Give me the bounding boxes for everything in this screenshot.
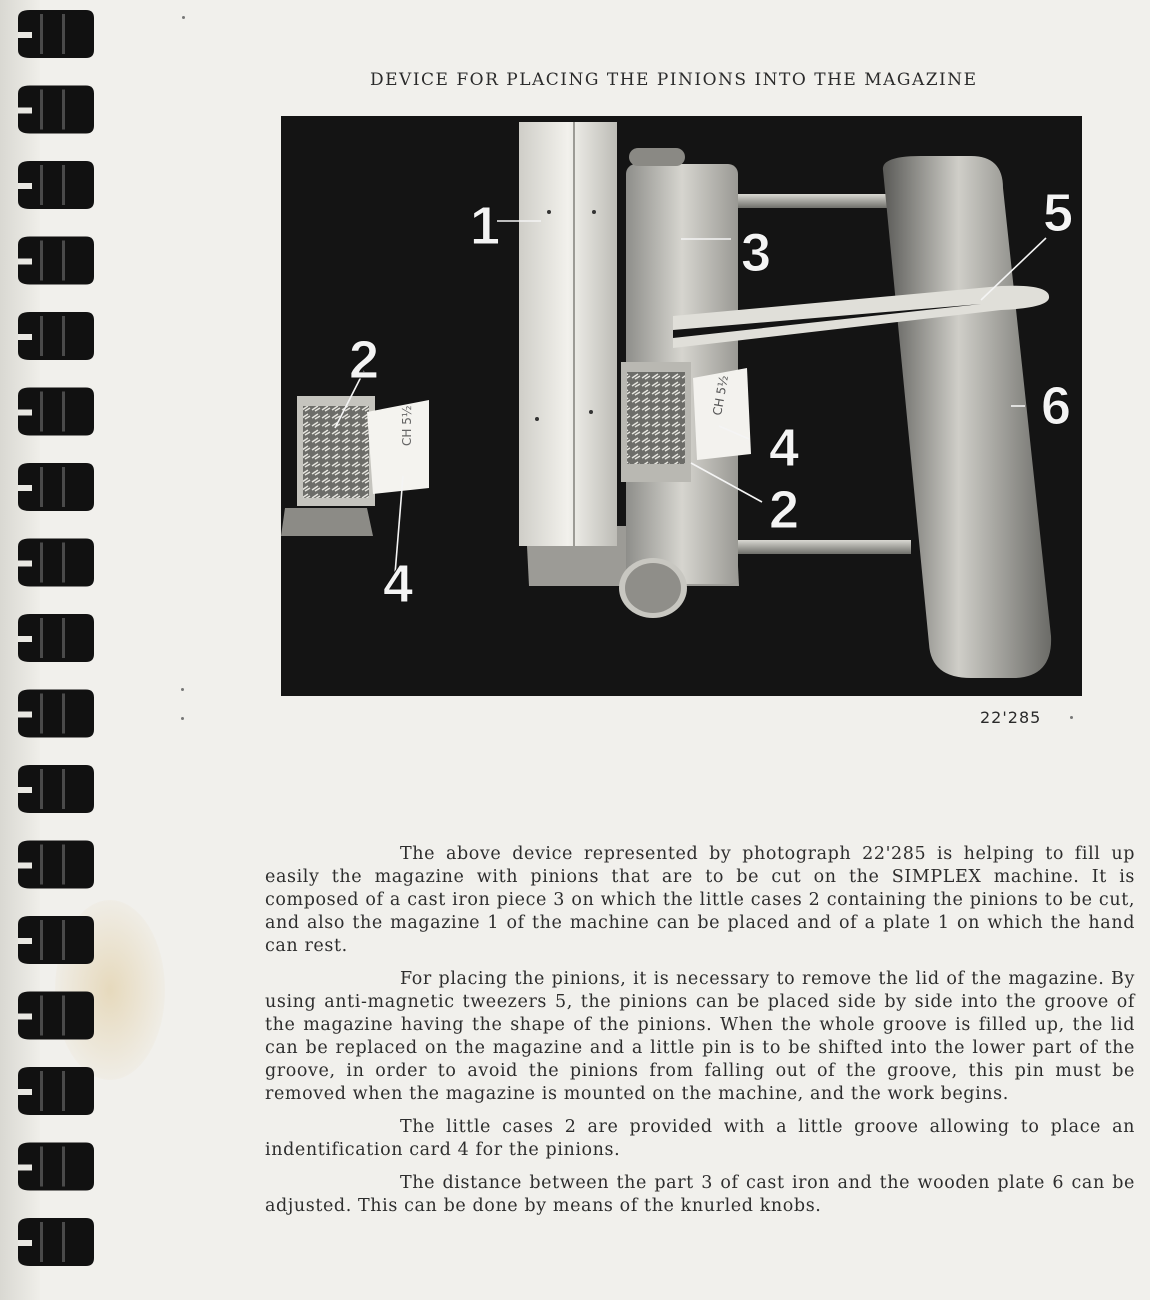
binding-ring xyxy=(18,841,94,889)
callout-6: 6 xyxy=(1041,376,1072,436)
binding-ring xyxy=(18,765,94,813)
dust-mark xyxy=(1070,716,1073,719)
body-text xyxy=(265,843,1135,1228)
callout-2-left: 2 xyxy=(349,330,380,390)
spiral-binding xyxy=(0,0,100,1300)
callout-4-center: 4 xyxy=(769,418,800,478)
binding-ring xyxy=(18,10,94,58)
photograph-number: 22'285 xyxy=(980,708,1042,727)
paragraph: The distance between the part 3 of cast iron and the wooden plate 6 can be adjusted. This can be done by means of the knurled knobs. xyxy=(265,1173,1135,1216)
dust-mark xyxy=(181,717,184,720)
paragraph: The above device represented by photograph 22'285 is helping to fill up easily the magazine with pinions that are to be cut on the SIMPLEX machine. It is composed of a cast iron piece 3 on which the little cases 2 containing the pinions to be cut, and also the magazine 1 of the machine can be placed and of a plate 1 on which the hand can rest. xyxy=(265,844,1135,956)
binding-ring xyxy=(18,86,94,134)
dust-mark xyxy=(181,688,184,691)
binding-ring xyxy=(18,1067,94,1115)
card-label-left: CH 5½ xyxy=(400,405,414,446)
binding-ring xyxy=(18,992,94,1040)
binding-ring xyxy=(18,916,94,964)
binding-ring xyxy=(18,539,94,587)
binding-ring xyxy=(18,237,94,285)
paragraph: The little cases 2 are provided with a little groove allowing to place an indentification card 4 for the pinions. xyxy=(265,1117,1135,1160)
binding-ring xyxy=(18,463,94,511)
callout-5: 5 xyxy=(1043,183,1074,243)
binding-ring xyxy=(18,388,94,436)
binding-ring xyxy=(18,614,94,662)
binding-ring xyxy=(18,690,94,738)
callout-2-center: 2 xyxy=(769,480,800,540)
paragraph: For placing the pinions, it is necessary to remove the lid of the magazine. By using anti-magnetic tweezers 5, the pinions can be placed side by side into the groove of the magazine having the shape of the pinions. When the whole groove is filled up, the lid can be replaced on the magazine and a little pin is to be shifted into the lower part of the groove, in order to avoid the pinions from falling out of the groove, this pin must be removed when the magazine is mounted on the machine, and the work begins. xyxy=(265,969,1135,1104)
page-title: DEVICE FOR PLACING THE PINIONS INTO THE MAGAZINE xyxy=(370,70,978,90)
binding-ring xyxy=(18,161,94,209)
binding-ring xyxy=(18,1143,94,1191)
callout-1: 1 xyxy=(470,196,501,256)
callout-3: 3 xyxy=(741,223,772,283)
binding-ring xyxy=(18,312,94,360)
card-label-center: CH 5½ xyxy=(710,374,731,417)
dust-mark xyxy=(182,16,185,19)
device-photograph xyxy=(281,116,1082,696)
binding-ring xyxy=(18,1218,94,1266)
callout-4-left: 4 xyxy=(383,554,414,614)
